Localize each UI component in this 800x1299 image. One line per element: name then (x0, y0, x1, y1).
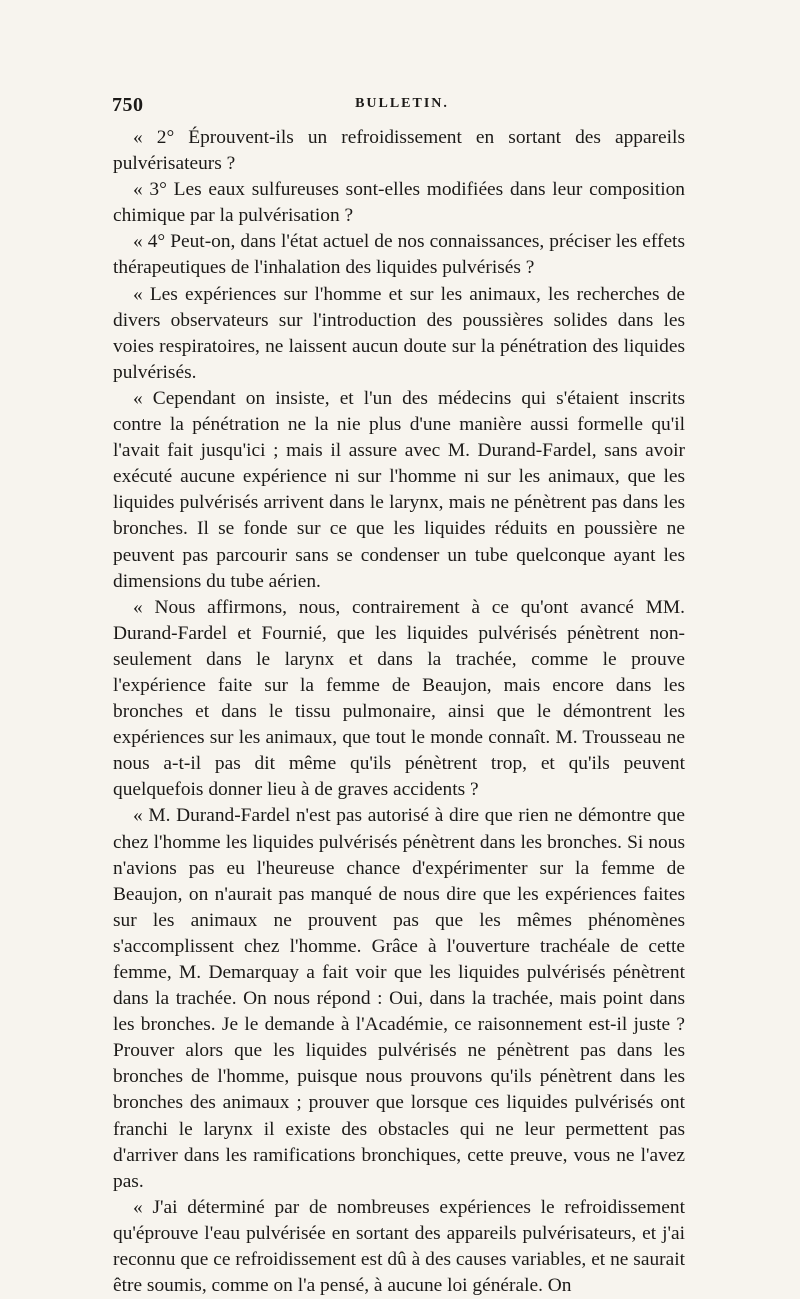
paragraph: « J'ai déterminé par de nombreuses expériences le refroidissement qu'éprouve l'eau pulvérisée en sortant des appareils pulvérisateurs, et j'ai reconnu que ce refroidissement est dû à des causes variables, et ne saurait être soumis, comme on l'a pensé, à aucune loi générale. On (113, 1196, 685, 1297)
paragraph: « 2° Éprouvent-ils un refroidissement en sortant des appareils pulvérisateurs ? (113, 127, 685, 175)
paragraph: « Cependant on insiste, et l'un des médecins qui s'étaient inscrits contre la pénétration ne la nie plus d'une manière aussi formelle qu'il l'avait fait jusqu'ici ; mais il assure avec M. Durand-Fardel, sans avoir exécuté aucune expérience ni sur l'homme ni sur les animaux, que les liquides pulvérisés arrivent dans le larynx, mais ne pénètrent pas dans les bronches. Il se fonde sur ce que les liquides réduits en poussière ne peuvent pas parcourir sans se condenser un tube quelconque ayant les dimensions du tube aérien. (113, 387, 685, 592)
paragraph: « Nous affirmons, nous, contrairement à ce qu'ont avancé MM. Durand-Fardel et Fournié, que les liquides pulvérisés pénètrent non-seulement dans le larynx et dans la trachée, comme le prouve l'expérience faite sur la femme de Beaujon, mais encore dans les bronches et dans le tissu pulmonaire, ainsi que le démontrent les expériences sur les animaux, que tout le monde connaît. M. Trousseau ne nous a-t-il pas dit même qu'ils pénètrent trop, et qu'ils peuvent quelquefois donner lieu à de graves accidents ? (113, 596, 685, 801)
paragraph: « Les expériences sur l'homme et sur les animaux, les recherches de divers observateurs sur l'introduction des poussières solides dans les voies respiratoires, ne laissent aucun doute sur la pénétration des liquides pulvérisés. (113, 283, 685, 383)
paragraph: « 4° Peut-on, dans l'état actuel de nos connaissances, préciser les effets thérapeutiques de l'inhalation des liquides pulvérisés ? (113, 231, 685, 279)
page-header (112, 94, 692, 120)
paragraph: « 3° Les eaux sulfureuses sont-elles modifiées dans leur composition chimique par la pulvérisation ? (113, 179, 685, 227)
body-text (113, 125, 685, 1299)
page-number: 750 (112, 94, 144, 116)
running-head: BULLETIN. (355, 96, 449, 111)
paragraph: « M. Durand-Fardel n'est pas autorisé à dire que rien ne démontre que chez l'homme les liquides pulvérisés pénètrent dans les bronches. Si nous n'avions pas eu l'heureuse chance d'expérimenter sur la femme de Beaujon, on n'aurait pas manqué de nous dire que les expériences faites sur les animaux ne prouvent pas que les mêmes phénomènes s'accomplissent chez l'homme. Grâce à l'ouverture trachéale de cette femme, M. Demarquay a fait voir que les liquides pulvérisés pénètrent dans la trachée. On nous répond : Oui, dans la trachée, mais point dans les bronches. Je le demande à l'Académie, ce raisonnement est-il juste ? Prouver alors que les liquides pulvérisés ne pénètrent pas dans les bronches de l'homme, puisque nous prouvons qu'ils pénètrent dans les bronches des animaux ; prouver que lorsque ces liquides pulvérisés ont franchi le larynx il existe des obstacles qui ne leur permettent pas d'arriver dans les ramifications bronchiques, cette preuve, vous ne l'avez pas. (113, 805, 685, 1192)
